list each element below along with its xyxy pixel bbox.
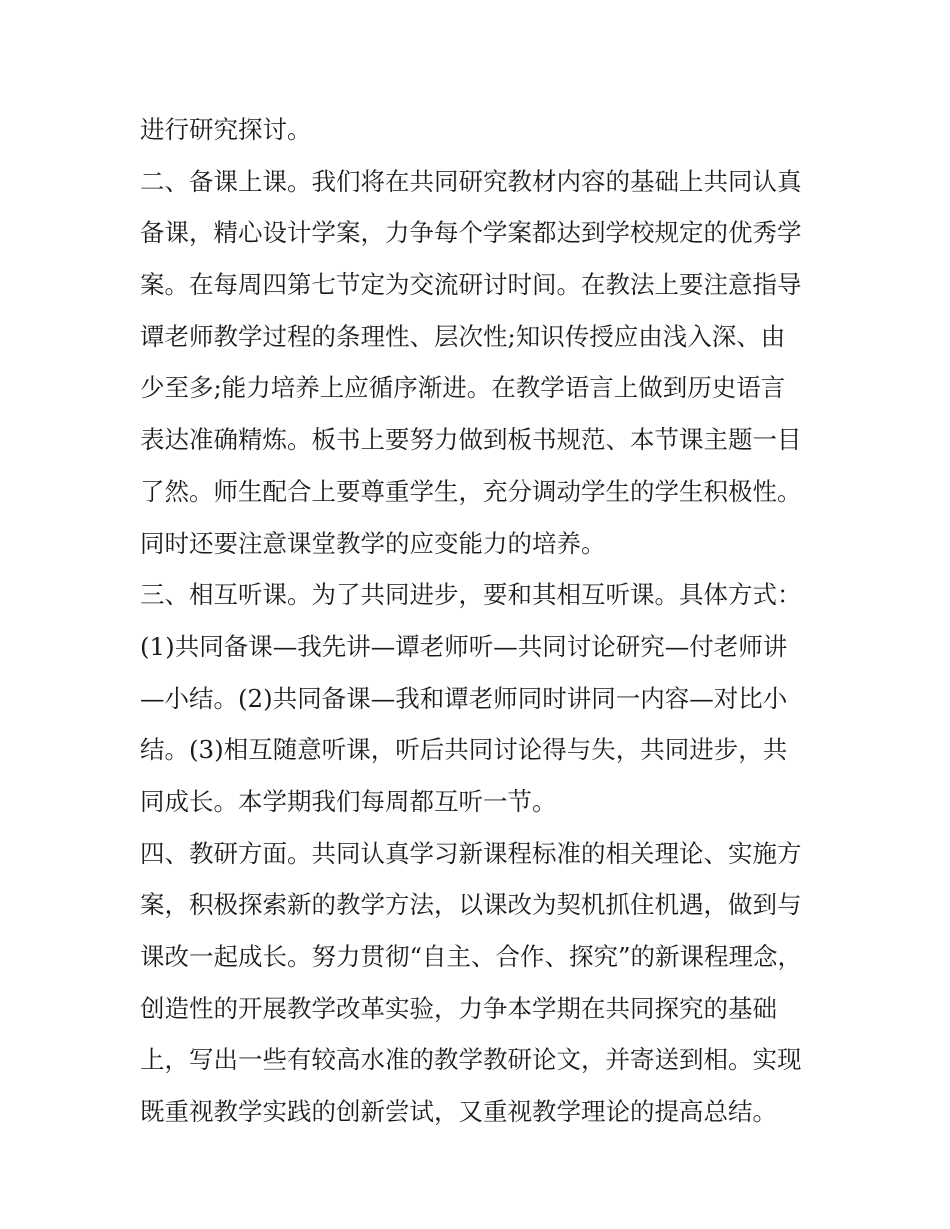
text-line: 案。在每周四第七节定为交流研讨时间。在教法上要注意指导 <box>140 270 802 300</box>
text-line: 课改一起成长。努力贯彻“自主、合作、探究”的新课程理念， <box>140 942 803 971</box>
text-line: 案，积极探索新的教学方法，以课改为契机抓住机遇，做到与 <box>140 890 802 920</box>
text-line: 既重视教学实践的创新尝试，又重视教学理论的提高总结。 <box>140 1097 777 1127</box>
text-line: 同时还要注意课堂教学的应变能力的培养。 <box>140 528 606 558</box>
text-line: 二、备课上课。我们将在共同研究教材内容的基础上共同认真 <box>140 166 802 196</box>
text-line: 创造性的开展教学改革实验，力争本学期在共同探究的基础 <box>140 993 777 1023</box>
text-line: 同成长。本学期我们每周都互听一节。 <box>140 786 557 816</box>
text-line: (1)共同备课—我先讲—谭老师听—共同讨论研究—付老师讲 <box>140 631 788 661</box>
body-text <box>140 104 820 1138</box>
text-line: 表达准确精炼。板书上要努力做到板书规范、本节课主题一目 <box>140 425 802 455</box>
text-line: —小结。(2)共同备课—我和谭老师同时讲同一内容—对比小 <box>140 683 788 713</box>
text-line: 了然。师生配合上要尊重学生，充分调动学生的学生积极性。 <box>140 476 802 506</box>
text-line: 进行研究探讨。 <box>140 115 312 144</box>
text-line: 三、相互听课。为了共同进步，要和其相互听课。具体方式： <box>140 580 802 610</box>
text-line: 四、教研方面。共同认真学习新课程标准的相关理论、实施方 <box>140 838 802 868</box>
text-line: 谭老师教学过程的条理性、层次性;知识传授应由浅入深、由 <box>140 321 786 351</box>
text-line: 结。(3)相互随意听课，听后共同讨论得与失，共同进步，共 <box>140 735 788 765</box>
text-line: 备课，精心设计学案，力争每个学案都达到学校规定的优秀学 <box>140 218 802 248</box>
text-line: 上，写出一些有较高水准的教学教研论文，并寄送到相。实现 <box>140 1045 802 1075</box>
text-line: 少至多;能力培养上应循序渐进。在教学语言上做到历史语言 <box>140 373 786 403</box>
